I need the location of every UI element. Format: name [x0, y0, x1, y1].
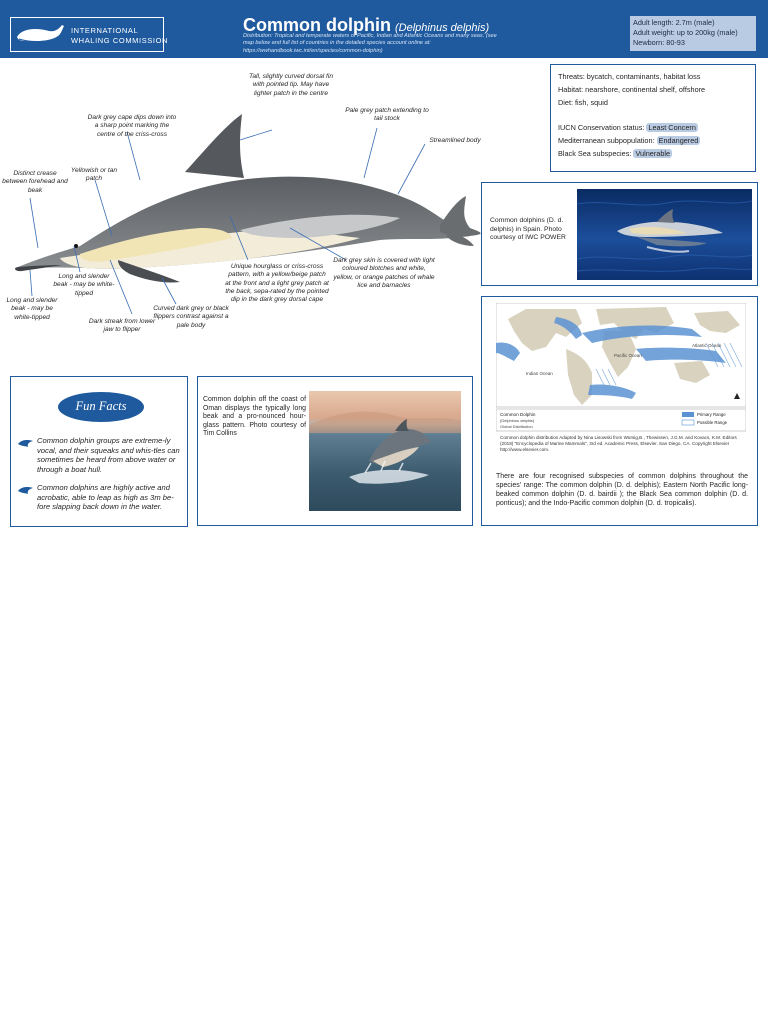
label-skin: Dark grey skin is covered with light coloured blotches and white, yellow, or orange patches of whale lice and barnacles: [333, 257, 435, 289]
org-name-line1: INTERNATIONAL: [71, 26, 139, 35]
spain-dolphin-photo: [577, 189, 752, 280]
fun-facts-title: Fun Facts: [75, 399, 127, 413]
legend-title: Common Dolphin: [500, 412, 536, 417]
title-common-name: Common dolphin: [243, 15, 391, 35]
oman-caption: Common dolphin off the coast of Oman displays the typically long beak and a pro-nounced hour-glass pattern. Photo courtesy of Tim Collins: [203, 396, 306, 438]
label-dark-streak: Dark streak from lower jaw to flipper: [88, 318, 156, 334]
iucn-status: [558, 123, 698, 132]
mediterranean-status: [558, 136, 700, 145]
distribution-text: Distribution: Tropical and temperate waters of Pacific, Indian and Atlantic Oceans and many seas. (see map below and full list of countries in the detailed species account online at: https://wwhandbook.iwc.int/en/species/common-dolphin): [243, 33, 497, 54]
stat-newborn: Newborn: 80-93: [633, 38, 685, 47]
fun-fact-2: Common dolphins are highly active and acrobatic, able to leap as high as 3m be-fore slapping back down in the water.: [37, 483, 174, 512]
med-value: Endangered: [658, 136, 699, 145]
org-name-line2: WHALING COMMISSION: [71, 36, 169, 45]
label-flippers: Curved dark grey or black flippers contrast against a pale body: [153, 305, 229, 329]
spain-caption: Common dolphins (D. d. delphis) in Spain. Photo courtesy of IWC POWER: [490, 217, 566, 242]
map-label-pacific: Pacific Ocean: [614, 353, 642, 358]
black-sea-status: [558, 149, 672, 158]
legend-possible-swatch: [682, 420, 694, 425]
dorsal-fin: [185, 114, 244, 178]
dolphin-bullet-icon: [17, 485, 35, 495]
stats-box: [630, 16, 756, 51]
stat-length: Adult length: 2.7m (male): [633, 18, 715, 27]
map-label-atlantic: Atlantic Ocean: [692, 343, 722, 348]
oman-photo-graphic: [309, 391, 461, 511]
label-dorsal-fin: Tall, slightly curved dorsal fin with pointed tip. May have lighter patch in the centre: [248, 73, 334, 97]
spain-photo-graphic: [577, 189, 752, 280]
iwc-logo[interactable]: [10, 17, 169, 52]
habitat-text: Habitat: nearshore, continental shelf, offshore: [558, 85, 706, 94]
threats-text: Threats: bycatch, contaminants, habitat loss: [558, 72, 701, 81]
legend-subtitle2: Global Distribution: [500, 424, 533, 429]
oman-dolphin-photo: [309, 391, 461, 511]
map-label-indian: Indian Ocean: [526, 371, 553, 376]
fun-facts-badge: [58, 392, 144, 422]
scientific-name: (Delphinus delphis): [394, 22, 490, 34]
distribution-map: [496, 303, 746, 433]
diet-text: Diet: fish, squid: [558, 98, 608, 107]
map-caption: Common dolphin distribution Adapted by Nina Lisowski from Würsig,B., Thewissen, J.G.M. and Kovacs, K.M. Editors (2018) "Encyclopedia of Marine Mammals", 3rd ed. Academic Press, Elsevier. San Diego, CA. Copyright Elsevier http://www.elsevier.com.: [500, 435, 737, 452]
dolphin-illustration: [0, 60, 540, 360]
label-yellow-patch: Yellowish or tan patch: [70, 167, 118, 183]
subspecies-text: There are four recognised subspecies of common dolphins throughout the species' range: The common dolphin (D. d. delphis); Eastern North Pacific long-beaked common dolphin (D. d. bairdii ); the Black Sea common dolphin (D. d. ponticus); and the Indo-Pacific common dolphin (D. d. tropicalis).: [496, 473, 748, 507]
iucn-label: IUCN Conservation status:: [558, 123, 645, 132]
whale-logo-icon: [15, 23, 67, 45]
black-sea-label: Black Sea subspecies:: [558, 149, 632, 158]
label-hourglass: Unique hourglass or criss-cross pattern, with a yellow/beige patch at the front and a light grey patch at the back, sepa-rated by the pointed dip in the dark grey dorsal cape: [225, 263, 329, 304]
header-bar: [0, 0, 768, 58]
legend-subtitle: (Delphinus delphis): [500, 418, 535, 423]
med-label: Mediterranean subpopulation:: [558, 136, 655, 145]
dolphin-bullet-icon: [17, 438, 35, 448]
legend-possible-label: Possible Range: [697, 420, 728, 425]
label-cape: Dark grey cape dips down into a sharp point marking the centre of the criss-cross: [87, 114, 177, 138]
oman-photo-box: [197, 376, 473, 526]
label-tail-patch: Pale grey patch extending to tail stock: [345, 107, 429, 123]
fun-facts-box: [10, 376, 188, 527]
label-streamlined-body: Streamlined body: [429, 137, 481, 144]
label-beak-left: Long and slender beak - may be white-tipped: [6, 297, 58, 321]
fun-fact-1: Common dolphin groups are extreme-ly vocal, and their squeaks and whis-tles can sometimes be heard from above water or through a boat hull.: [37, 436, 180, 474]
label-beak-upper: Long and slender beak - may be white-tipped: [53, 273, 115, 297]
stat-weight: Adult weight: up to 200kg (male): [633, 28, 738, 37]
black-sea-value: Vulnerable: [635, 149, 671, 158]
iucn-value: Least Concern: [648, 123, 696, 132]
conservation-info-box: [550, 64, 756, 172]
label-crease: Distinct crease between forehead and beak: [2, 170, 68, 194]
legend-primary-label: Primary Range: [697, 412, 726, 417]
tail-flukes: [440, 196, 481, 237]
distribution-map-box: [481, 296, 758, 526]
spain-photo-box: [481, 182, 758, 286]
legend-primary-swatch: [682, 412, 694, 417]
